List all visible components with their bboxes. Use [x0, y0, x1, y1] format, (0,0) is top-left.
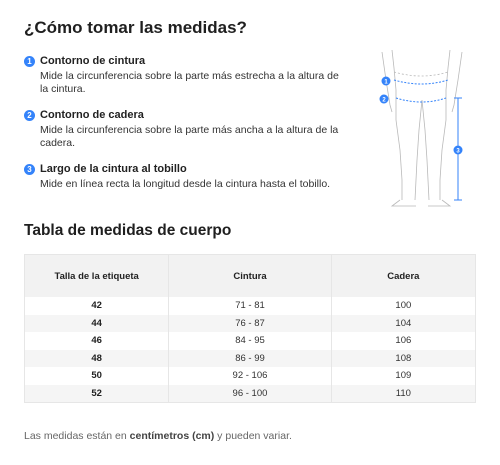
header-waist: Cintura — [169, 255, 331, 298]
cell-hip: 108 — [331, 350, 475, 368]
figure-badge-label: 2 — [382, 97, 386, 104]
step-waist — [24, 55, 344, 96]
page-title: ¿Cómo tomar las medidas? — [24, 18, 247, 37]
cell-size: 44 — [25, 315, 169, 333]
step-title: Contorno de cadera — [40, 109, 144, 121]
table-row — [25, 350, 476, 368]
table-row — [25, 367, 476, 385]
cell-hip: 110 — [331, 385, 475, 403]
cell-waist: 92 - 106 — [169, 367, 331, 385]
step-title: Largo de la cintura al tobillo — [40, 163, 187, 175]
step-number-badge: 1 — [24, 56, 35, 67]
header-size: Talla de la etiqueta — [25, 255, 169, 298]
table-title: Tabla de medidas de cuerpo — [24, 222, 232, 239]
cell-waist: 96 - 100 — [169, 385, 331, 403]
note-suffix: y pueden variar. — [214, 430, 292, 442]
note-prefix: Las medidas están en — [24, 430, 130, 442]
cell-size: 46 — [25, 332, 169, 350]
figure-badge-label: 1 — [384, 79, 388, 86]
note-units: centímetros (cm) — [129, 430, 215, 442]
cell-waist: 86 - 99 — [169, 350, 331, 368]
step-hip — [24, 109, 344, 150]
table-row — [25, 315, 476, 333]
cell-size: 50 — [25, 367, 169, 385]
step-number-badge: 2 — [24, 110, 35, 121]
step-title: Contorno de cintura — [40, 55, 146, 67]
cell-hip: 100 — [395, 300, 412, 312]
pants-measurement-figure-icon — [372, 50, 472, 218]
table-header-row — [25, 255, 476, 298]
measurement-steps — [24, 55, 344, 204]
step-description: Mide en línea recta la longitud desde la cintura hasta el tobillo. — [40, 178, 331, 190]
cell-waist: 71 - 81 — [169, 297, 331, 315]
size-table — [24, 254, 476, 403]
step-description: Mide la circunferencia sobre la parte más estrecha a la altura de la cintura. — [40, 70, 339, 95]
cell-size: 52 — [25, 385, 169, 403]
step-number-badge: 3 — [24, 164, 35, 175]
cell-size: 42 — [25, 297, 169, 315]
cell-waist: 84 - 95 — [169, 332, 331, 350]
cell-hip: 106 — [395, 335, 412, 347]
units-note — [24, 430, 292, 442]
figure-badge-label: 3 — [456, 148, 460, 155]
cell-waist: 76 - 87 — [169, 315, 331, 333]
cell-size: 48 — [25, 350, 169, 368]
table-row — [25, 297, 476, 315]
table-row — [25, 332, 476, 350]
step-description: Mide la circunferencia sobre la parte más ancha a la altura de la cadera. — [40, 124, 339, 149]
table-row — [25, 385, 476, 403]
cell-hip: 104 — [331, 315, 475, 333]
cell-hip: 109 — [395, 370, 412, 382]
step-length — [24, 163, 344, 191]
header-hip: Cadera — [331, 255, 475, 298]
